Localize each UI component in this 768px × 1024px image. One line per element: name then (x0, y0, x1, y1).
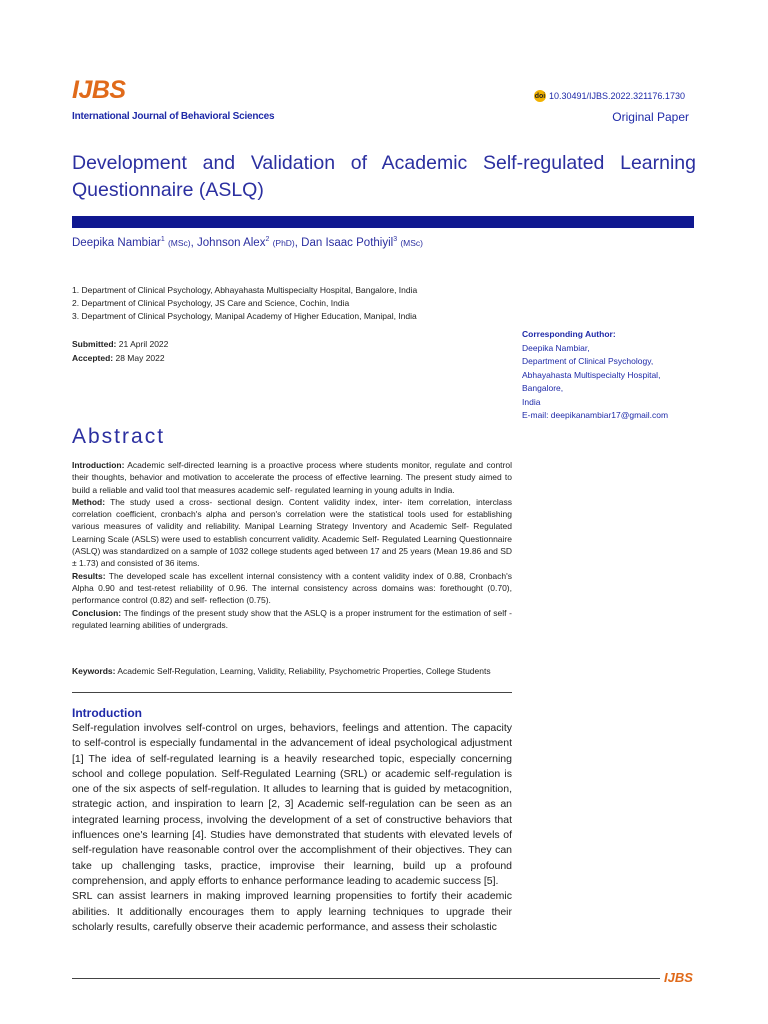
abstract-heading: Abstract (72, 425, 166, 448)
journal-name: International Journal of Behavioral Sciences (72, 111, 275, 122)
title-rule (72, 216, 694, 228)
paper-type: Original Paper (612, 110, 689, 124)
introduction-heading: Introduction (72, 706, 142, 720)
doi-link[interactable] (534, 90, 685, 102)
abstract-section: Introduction: Academic self-directed learning is a proactive process where students monitor, regulate and control their thoughts, behavior and motivation to accelerate the process of effective learning. The present study aimed to build a reliable and valid tool that measures academic self- regulated learning in young adults in India. (72, 460, 512, 495)
author-list (72, 236, 423, 249)
corresponding-line: Abhayahasta Multispecialty Hospital, (522, 369, 661, 380)
doi-text: 10.30491/IJBS.2022.321176.1730 (549, 91, 685, 101)
corresponding-email[interactable]: E-mail: deepikanambiar17@gmail.com (522, 410, 669, 420)
corresponding-line: Deepika Nambiar, (522, 342, 590, 353)
footer-logo: IJBS (664, 970, 693, 985)
affiliations (72, 284, 417, 323)
keywords: Keywords: Academic Self-Regulation, Learning, Validity, Reliability, Psychometric Properties, College Students (72, 666, 491, 676)
abstract-section: Conclusion: The findings of the present study show that the ASLQ is a proper instrument for the estimation of self -regulated learning abilities of undergrads. (72, 607, 512, 630)
accepted-date: Accepted: 28 May 2022 (72, 353, 165, 363)
submitted-date: Submitted: 21 April 2022 (72, 339, 169, 349)
paragraph: Self-regulation involves self-control on urges, behaviors, feelings and attention. The capacity to self-control is especially fundamental in the advancement of ideal psychological adjustment [1] The idea of self-regulated learning is a heavily researched topic, especially concerning school and college population. Self-Regulated Learning (SRL) or academic self-regulation is one of the six aspects of self-regulation. It alludes to learning that is guided by metacognition, strategic action, and inspiration to learn [2, 3] Academic self-regulation can be seen as an integrated learning process, involving the development of a set of constructive behaviors that influences one's learning [4]. Studies have demonstrated that students with elevated levels of self-regulation have reasonable control over the accomplishment of their objectives. They can take up challenging tasks, practice, improvise their learning, build up a profound comprehension, and apply efforts to enhance performance leading to academic success [5]. (72, 722, 512, 887)
article-dates (72, 337, 168, 365)
author: Johnson Alex$^2$ (PhD), (197, 236, 302, 249)
journal-logo: IJBS (72, 76, 126, 104)
corresponding-heading: Corresponding Author: (522, 329, 616, 339)
corresponding-line: Department of Clinical Psychology, (522, 356, 654, 366)
author: Deepika Nambiar$^1$ (MSc), (72, 236, 198, 249)
introduction-body (72, 721, 512, 935)
author: Dan Isaac Pothiyil$^3$ (MSc) (301, 236, 423, 249)
corresponding-line: India (522, 396, 541, 407)
corresponding-author (522, 328, 668, 423)
abstract-section: Method: The study used a cross- sectional design. Content validity index, inter- item correlation, interclass correlation coefficient, cronbach's alpha and person's correlation were the statistical tools used for establishing various measures of validity and reliability. Manipal Learning Strategy Inventory and Academic Self- Regulated Learning Scale (ASLS) were used to establish concurrent validity. Academic Self- Regulated Learning Questionnaire (ASLQ) was standardized on a sample of 1032 college students aged between 17 and 25 years (Mean 19.86 and SD ± 1.73) and consisted of 36 items. (72, 496, 512, 569)
affiliation: 3. Department of Clinical Psychology, Manipal Academy of Higher Education, Manipal, India (72, 311, 417, 321)
affiliation: 1. Department of Clinical Psychology, Abhayahasta Multispecialty Hospital, Bangalore, India (72, 285, 418, 295)
abstract-body (72, 459, 512, 631)
article-title: Development and Validation of Academic Self-regulated Learning Questionnaire (ASLQ) (72, 152, 696, 201)
footer-rule (72, 978, 660, 979)
corresponding-line: Bangalore, (522, 383, 564, 393)
keywords-divider (72, 692, 512, 693)
affiliation: 2. Department of Clinical Psychology, JS Care and Science, Cochin, India (72, 298, 350, 308)
abstract-section: Results: The developed scale has excellent internal consistency with a content validity index of 0.88, Cronbach's Alpha 0.90 and test-retest reliability of 0.96. The internal consistency across domains was: forethought (0.70), performance control (0.82) and self- reflection (0.75). (72, 570, 512, 606)
paragraph: SRL can assist learners in making improved learning propensities to fortify their academic abilities. It additionally encourages them to apply learning techniques to upgrade their scholarly results, carefully observe their academic performance, and assess their scholastic (72, 890, 512, 933)
doi-icon: doi (534, 90, 546, 102)
